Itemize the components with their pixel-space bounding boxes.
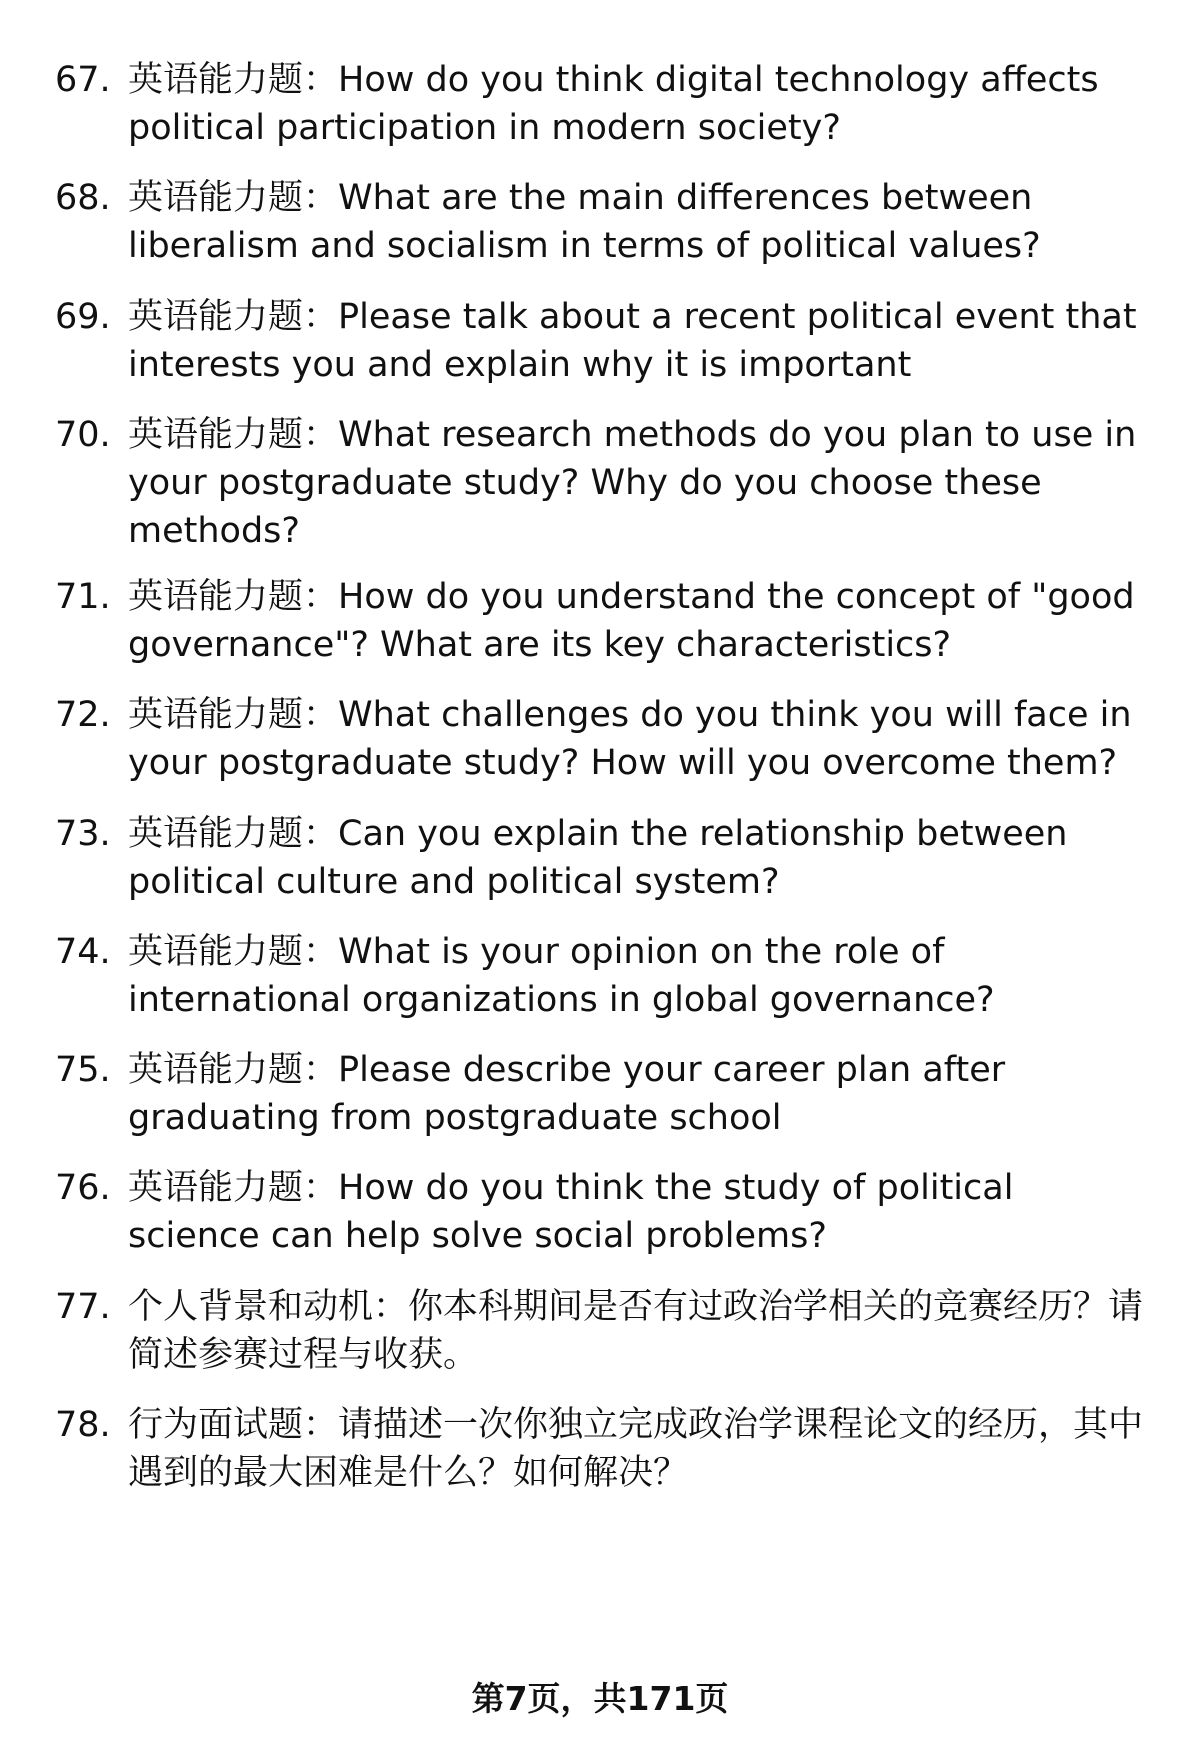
question-item (55, 1046, 1155, 1142)
question-text: 英语能力题：What research methods do you plan to use in your postgraduate study? Why do you choose these methods? (128, 415, 1137, 551)
question-number: 77. (55, 1287, 111, 1327)
question-text: 英语能力题：How do you understand the concept of "good governance"? What are its key characteristics? (128, 577, 1135, 665)
question-text: 英语能力题：How do you think digital technology affects political participation in modern society? (128, 60, 1099, 148)
question-item (55, 1164, 1155, 1260)
question-item (55, 56, 1155, 152)
question-number: 69. (55, 297, 111, 337)
question-number: 76. (55, 1168, 111, 1208)
question-text: 行为面试题：请描述一次你独立完成政治学课程论文的经历，其中遇到的最大困难是什么？如何解决？ (128, 1405, 1144, 1493)
question-text: 英语能力题：What challenges do you think you will face in your postgraduate study? How will you overcome them? (128, 695, 1132, 783)
question-number: 72. (55, 695, 111, 735)
question-number: 73. (55, 814, 111, 854)
question-number: 70. (55, 415, 111, 455)
question-item (55, 810, 1155, 906)
question-text: 英语能力题：Can you explain the relationship between political culture and political system? (128, 814, 1068, 902)
question-text: 英语能力题：How do you think the study of political science can help solve social problems? (128, 1168, 1014, 1256)
question-item (55, 1401, 1155, 1497)
question-item (55, 928, 1155, 1024)
question-item (55, 573, 1155, 669)
question-number: 68. (55, 178, 111, 218)
question-text: 个人背景和动机：你本科期间是否有过政治学相关的竞赛经历？请简述参赛过程与收获。 (128, 1287, 1144, 1375)
question-text: 英语能力题：What is your opinion on the role of international organizations in global governance? (128, 932, 995, 1020)
question-item (55, 174, 1155, 270)
question-number: 78. (55, 1405, 111, 1445)
question-text: 英语能力题：Please talk about a recent political event that interests you and explain why it is important (128, 297, 1137, 385)
question-number: 75. (55, 1050, 111, 1090)
question-item (55, 411, 1155, 555)
question-number: 67. (55, 60, 111, 100)
page-number-footer: 第7页，共171页 (471, 1679, 729, 1718)
question-number: 74. (55, 932, 111, 972)
question-item (55, 293, 1155, 389)
question-text: 英语能力题：What are the main differences between liberalism and socialism in terms of political values? (128, 178, 1041, 266)
question-item (55, 691, 1155, 787)
question-number: 71. (55, 577, 111, 617)
question-text: 英语能力题：Please describe your career plan after graduating from postgraduate school (128, 1050, 1006, 1138)
question-item (55, 1283, 1155, 1379)
